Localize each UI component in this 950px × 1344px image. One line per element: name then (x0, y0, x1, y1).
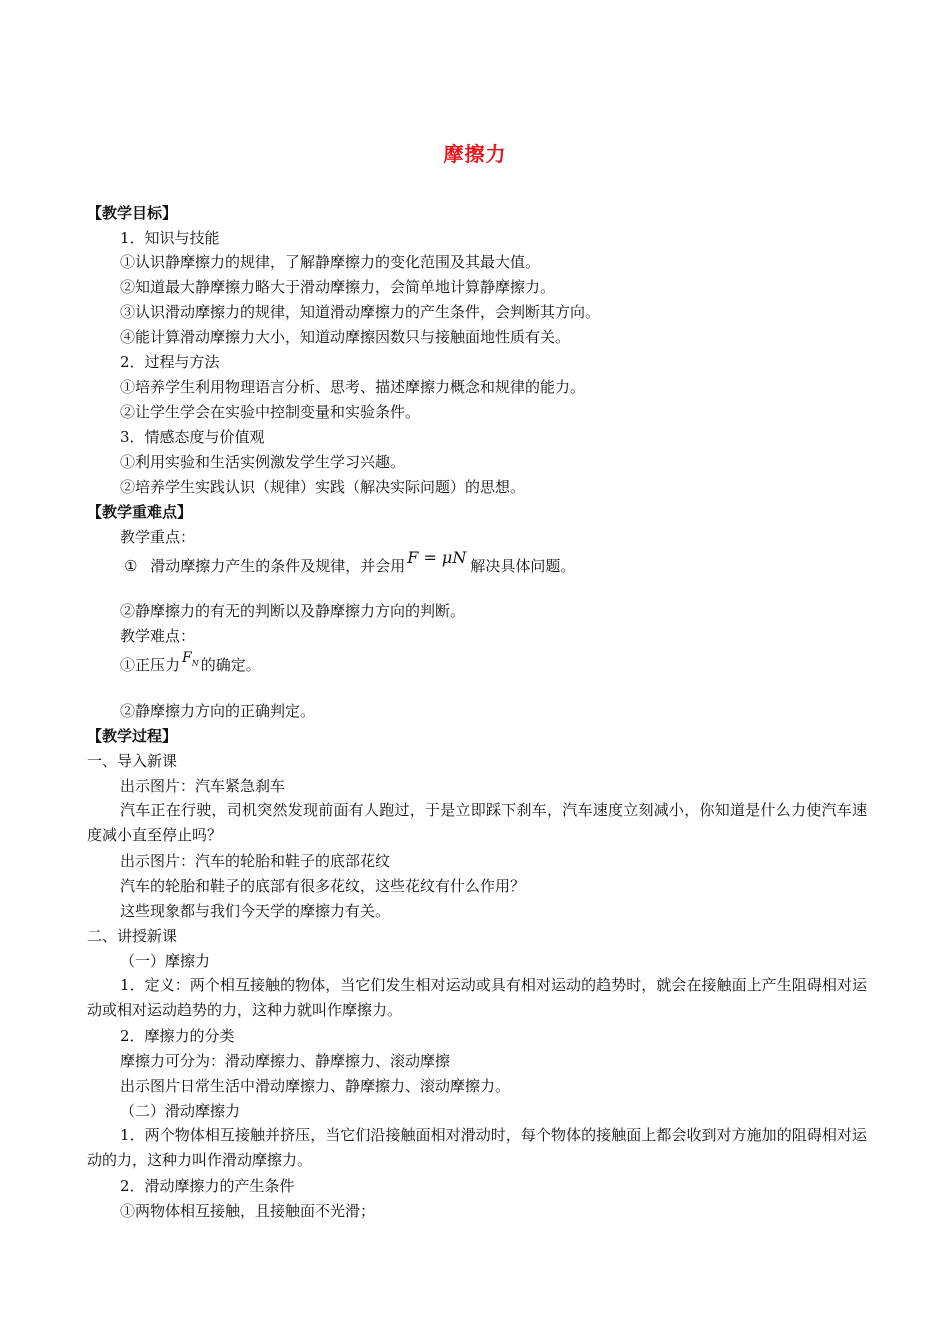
friction-classification: 2．摩擦力的分类 (120, 1027, 235, 1045)
objectives-section-2: 2．过程与方法 (120, 353, 220, 371)
focus-item-1-tail: 解决具体问题。 (470, 557, 576, 575)
sliding-friction-definition: 1．两个物体相互接触并挤压，当它们沿接触面相对滑动时，每个物体的接触面上都会收到对方施加的阻碍相对运动的力，这种力叫作滑动摩擦力。 (87, 1126, 867, 1169)
objective-item: ①利用实验和生活实例激发学生学习兴趣。 (120, 453, 406, 471)
objective-item: ②培养学生实践认识（规律）实践（解决实际问题）的思想。 (120, 478, 526, 496)
objectives-section-3: 3．情感态度与价值观 (120, 428, 265, 446)
normal-force-subscript: N (191, 658, 199, 668)
condition-item: ①两物体相互接触，且接触面不光滑； (120, 1202, 376, 1220)
process-part-2: 二、讲授新课 (87, 927, 178, 945)
process-heading: 【教学过程】 (87, 727, 178, 745)
objective-item: ①培养学生利用物理语言分析、思考、描述摩擦力概念和规律的能力。 (120, 378, 586, 396)
focus-item-1 (124, 548, 576, 576)
objectives-section-1: 1．知识与技能 (120, 229, 220, 247)
process-text: 汽车的轮胎和鞋子的底部有很多花纹，这些花纹有什么作用？ (120, 877, 526, 895)
objectives-heading: 【教学目标】 (87, 204, 178, 222)
process-text: 出示图片：汽车紧急刹车 (120, 777, 286, 795)
objective-item: ③认识滑动摩擦力的规律，知道滑动摩擦力的产生条件，会判断其方向。 (120, 303, 601, 321)
focus-item-2: ②静摩擦力的有无的判断以及静摩擦力方向的判断。 (120, 602, 466, 620)
section-sliding-friction: （二）滑动摩擦力 (120, 1102, 241, 1120)
normal-force-letter: F (182, 650, 192, 666)
difficulty-item-1 (120, 650, 261, 682)
process-part-1: 一、导入新课 (87, 752, 178, 770)
difficulty-label: 教学难点： (120, 627, 196, 645)
difficulty-item-2: ②静摩擦力方向的正确判定。 (120, 702, 316, 720)
process-text: 出示图片日常生活中滑动摩擦力、静摩擦力、滚动摩擦力。 (120, 1077, 511, 1095)
process-text: 出示图片：汽车的轮胎和鞋子的底部花纹 (120, 852, 391, 870)
objective-item: ②知道最大静摩擦力略大于滑动摩擦力，会简单地计算静摩擦力。 (120, 278, 556, 296)
process-paragraph: 汽车正在行驶，司机突然发现前面有人跑过，于是立即踩下刹车，汽车速度立刻减小，你知道是什么力使汽车速度减小直至停止吗？ (87, 801, 867, 844)
document-title: 摩擦力 (443, 142, 507, 166)
section-friction: （一）摩擦力 (120, 952, 211, 970)
focus-item-1-number: ① (124, 557, 138, 575)
process-text: 这些现象都与我们今天学的摩擦力有关。 (120, 902, 391, 920)
focus-label: 教学重点： (120, 528, 196, 546)
normal-force-symbol (182, 648, 199, 674)
difficulty-item-1-text: ①正压力 (120, 656, 181, 674)
friction-formula: F = μN (407, 548, 467, 567)
focus-item-1-text: 滑动摩擦力产生的条件及规律，并会用 (150, 557, 406, 575)
objective-item: ④能计算滑动摩擦力大小，知道动摩擦因数只与接触面地性质有关。 (120, 328, 571, 346)
sliding-friction-conditions: 2．滑动摩擦力的产生条件 (120, 1177, 295, 1195)
friction-definition: 1．定义：两个相互接触的物体，当它们发生相对运动或具有相对运动的趋势时，就会在接触面上产生阻碍相对运动或相对运动趋势的力，这种力就叫作摩擦力。 (87, 976, 867, 1019)
keypoints-heading: 【教学重难点】 (87, 503, 193, 521)
process-text: 摩擦力可分为：滑动摩擦力、静摩擦力、滚动摩擦 (120, 1052, 451, 1070)
difficulty-item-1-tail: 的确定。 (200, 656, 261, 674)
objective-item: ①认识静摩擦力的规律，了解静摩擦力的变化范围及其最大值。 (120, 253, 541, 271)
objective-item: ②让学生学会在实验中控制变量和实验条件。 (120, 403, 421, 421)
